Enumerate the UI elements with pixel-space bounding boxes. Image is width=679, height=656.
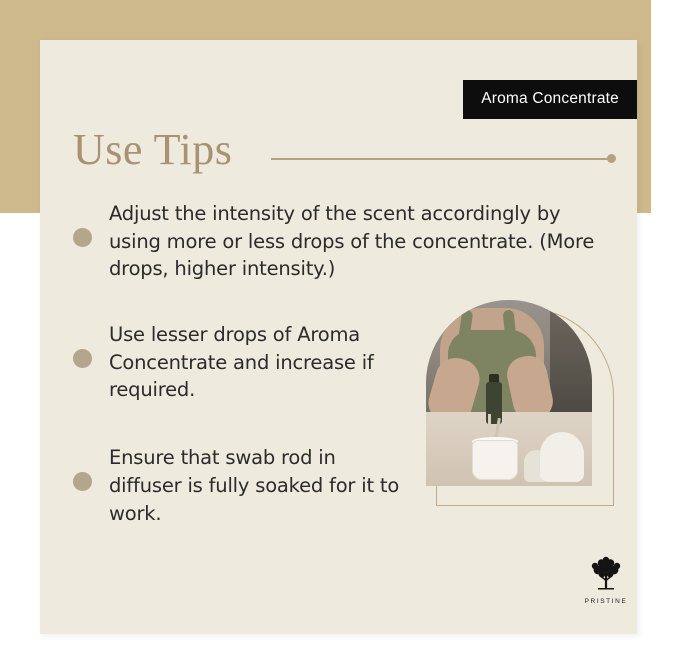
tree-icon xyxy=(587,555,625,595)
product-photo xyxy=(426,300,592,486)
bullet-icon xyxy=(73,228,92,247)
list-item-text: Use lesser drops of Aroma Concentrate and increase if required. xyxy=(109,323,374,402)
list-item-text: Adjust the intensity of the scent accordingly by using more or less drops of the concentrate. (More drops, higher intensity.) xyxy=(109,202,595,281)
background-band-lower xyxy=(0,213,40,656)
status-badge: Aroma Concentrate xyxy=(463,80,637,119)
page-title: Use Tips xyxy=(73,125,233,174)
bullet-icon xyxy=(73,472,92,491)
list-item xyxy=(73,200,613,283)
title-divider xyxy=(271,153,616,165)
divider-dot-icon xyxy=(607,154,616,163)
bullet-icon xyxy=(73,349,92,368)
brand-name: PRISTINE xyxy=(584,598,628,605)
content-card xyxy=(40,40,637,634)
brand-logo xyxy=(574,555,638,605)
divider-line xyxy=(271,158,609,160)
list-item-text: Ensure that swab rod in diffuser is fully soaked for it to work. xyxy=(109,446,400,525)
